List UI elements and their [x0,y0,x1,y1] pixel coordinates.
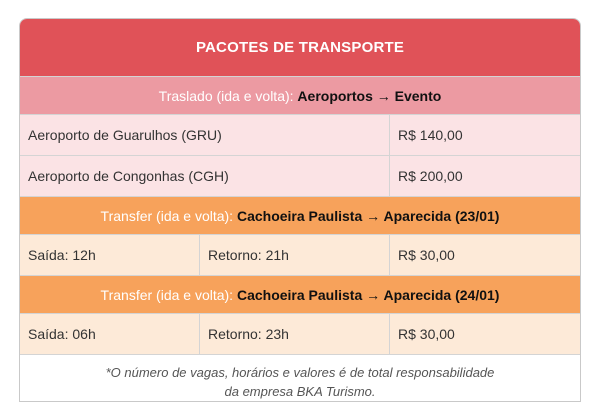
disclaimer-note [20,354,580,402]
table-row [20,234,580,275]
section-header-airport-shuttle [20,76,580,114]
table-row [20,313,580,354]
table-row [20,155,580,196]
table-title: PACOTES DE TRANSPORTE [20,19,580,76]
section-header-transfer-24 [20,275,580,313]
departure-cell: Saída: 12h [20,235,200,275]
section-lead: Traslado (ida e volta): [158,87,294,104]
section-route: Cachoeira Paulista → Aparecida (23/01) [236,207,500,224]
section-header-transfer-23 [20,196,580,234]
section-route: Aeroportos → Evento [297,87,442,104]
place-cell: Aeroporto de Congonhas (CGH) [20,156,390,196]
place-cell: Aeroporto de Guarulhos (GRU) [20,115,390,155]
section-route: Cachoeira Paulista → Aparecida (24/01) [236,286,500,303]
price-cell: R$ 30,00 [398,326,455,342]
price-cell: R$ 200,00 [398,168,463,184]
price-cell: R$ 30,00 [398,247,455,263]
return-cell: Retorno: 21h [200,235,390,275]
section-lead: Transfer (ida e volta): [100,286,234,303]
disclaimer-line: da empresa BKA Turismo. [224,383,376,399]
section-lead: Transfer (ida e volta): [100,207,234,224]
table-row [20,114,580,155]
departure-cell: Saída: 06h [20,314,200,354]
disclaimer-line: *O número de vagas, horários e valores é de total responsabilidade [105,364,495,380]
transport-packages-table [19,18,581,402]
price-cell: R$ 140,00 [398,127,463,143]
return-cell: Retorno: 23h [200,314,390,354]
